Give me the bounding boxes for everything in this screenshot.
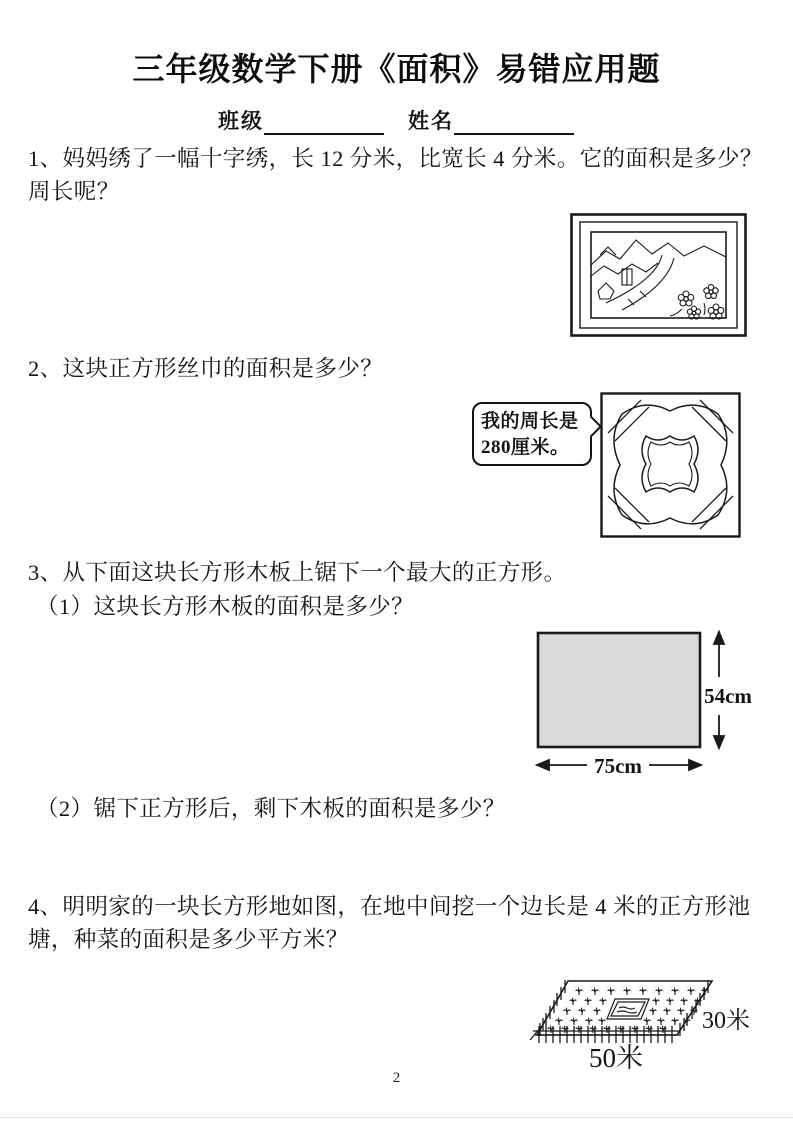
question-1-text: 1、妈妈绣了一幅十字绣，长 12 分米，比宽长 4 分米。它的面积是多少？周长呢？ — [28, 146, 763, 204]
flower-cluster — [670, 285, 724, 319]
tower-house — [598, 269, 632, 299]
page-bottom-edge — [0, 1117, 793, 1118]
question-3-text: 3、从下面这块长方形木板上锯下一个最大的正方形。 — [28, 560, 567, 585]
mountain-lines — [591, 240, 726, 276]
board-width-label: 75cm — [594, 754, 642, 778]
speech-bubble — [472, 402, 592, 466]
wooden-board-diagram — [525, 625, 791, 785]
board-art — [525, 625, 791, 785]
cross-stitch-frame-art — [570, 213, 747, 337]
board-rectangle — [538, 633, 700, 747]
class-label: 班级 — [218, 109, 264, 133]
river-path-lines — [606, 255, 674, 310]
square-scarf-figure — [600, 392, 741, 538]
picture-mat — [591, 232, 726, 318]
question-3-sub2-text: （2）锯下正方形后，剩下木板的面积是多少？ — [36, 796, 506, 821]
question-2-text: 2、这块正方形丝巾的面积是多少？ — [28, 356, 384, 381]
vegetable-field-diagram — [527, 968, 793, 1080]
bubble-tail — [581, 416, 602, 437]
board-height-label: 54cm — [704, 684, 752, 708]
field-art — [527, 968, 793, 1080]
bubble-line-2: 280厘米。 — [481, 437, 570, 458]
page-title: 三年级数学下册《面积》易错应用题 — [132, 51, 661, 87]
field-outline — [537, 981, 712, 1035]
question-3-sub1-text: （1）这块长方形木板的面积是多少？ — [36, 594, 415, 619]
scarf-cushion-outline — [614, 405, 727, 524]
corner-ribbon-stripes — [608, 400, 733, 529]
bubble-line-1: 我的周长是 — [481, 411, 579, 432]
field-width-label: 50米 — [589, 1043, 643, 1073]
field-height-label: 30米 — [702, 1008, 750, 1034]
name-blank-line — [454, 113, 574, 135]
question-4-text: 4、明明家的一块长方形地如图，在地中间挖一个边长是 4 米的正方形池塘，种菜的面积是多少平方米？ — [28, 894, 751, 952]
name-label: 姓名 — [408, 109, 454, 133]
class-blank-line — [264, 113, 384, 135]
pond — [607, 999, 649, 1019]
cross-stitch-picture — [570, 213, 747, 337]
center-motif-inner — [648, 442, 692, 486]
class-name-row — [218, 105, 574, 135]
page-number: 2 — [392, 1070, 401, 1086]
scarf-art — [600, 392, 741, 538]
